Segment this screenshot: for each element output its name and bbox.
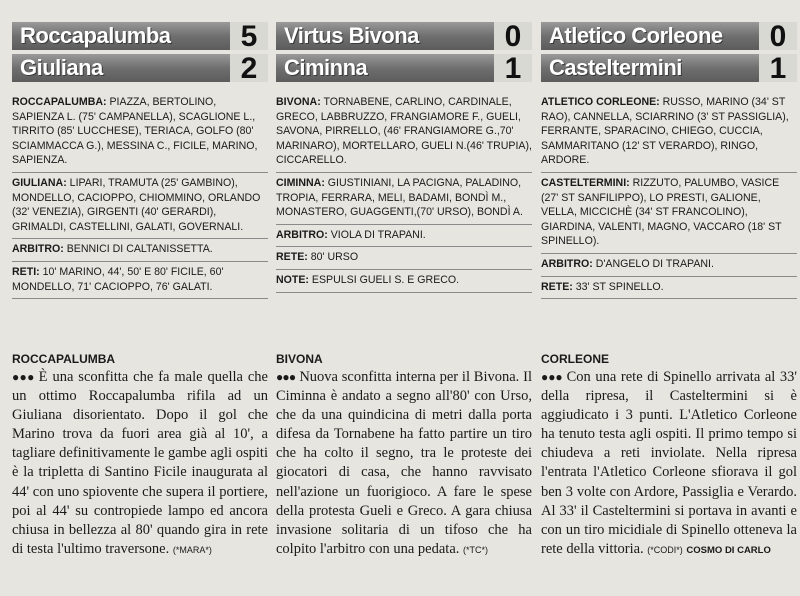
match-details	[12, 92, 268, 299]
referee: ARBITRO: D'ANGELO DI TRAPANI.	[541, 254, 797, 277]
lineup-away: CASTELTERMINI: RIZZUTO, PALUMBO, VASICE (27' ST SANFILIPPO), LO PRESTI, GALIONE, VELLA, MICCICHÈ (34' ST FRANCOLINO), GIARDINA, VALENTI, MAGNO, VACCARO (18' ST SPINELLO).	[541, 173, 797, 254]
referee: ARBITRO: VIOLA DI TRAPANI.	[276, 225, 532, 248]
home-team-name: Virtus Bivona	[284, 23, 419, 48]
home-score-row	[276, 20, 532, 53]
article-body: ●●● Con una rete di Spinello arrivata al 33' della ripresa, il Casteltermini si è aggiudicato i 3 punti. L'Atletico Corleone ha tenuto testa agli ospiti. Il primo tempo si chiudeva a reti inviolate. Nella ripresa l'entrata l'Atletico Corleone sfiorava il gol ben 3 volte con Ardore, Passiglia e Verardo. Al 33' il Casteltermini si portava in avanti e con un tiro micidiale di Spinello otteneva la rete della vittoria. (*CODI*) COSMO DI CARLO	[541, 369, 797, 557]
match-article	[276, 352, 532, 560]
lineup-away: GIULIANA: LIPARI, TRAMUTA (25' GAMBINO), MONDELLO, CACIOPPO, CHIOMMINO, ORLANDO (32' VENEZIA), GIRGENTI (40' GERARDI), GRIMALDI, CASTELLINI, GALATI, GOVERNALI.	[12, 173, 268, 239]
home-team-score: 0	[759, 22, 797, 50]
away-team-name: Ciminna	[284, 55, 368, 80]
match-column-2	[276, 0, 532, 596]
home-team-name: Atletico Corleone	[549, 23, 723, 48]
away-team-name: Giuliana	[20, 55, 103, 80]
away-team-name: Casteltermini	[549, 55, 682, 80]
match-column-1	[12, 0, 268, 596]
article-body: ●●● È una sconfitta che fa male quella che un ottimo Roccapalumba rifila ad un Giuliana disorientato. Dopo il gol che Marino trova da fuori area già al 10', a tagliare definitivamente le gambe agli ospiti è la tripletta di Santino Ficile inaugurata al 44' con uno spiovente che supera il portiere, poi al 44' su contropiede lampo ed ancora chiusa in bellezza al 80' quando gira in rete di testa l'ultimo traversone. (*MARA*)	[12, 369, 268, 557]
lineup-home: ROCCAPALUMBA: PIAZZA, BERTOLINO, SAPIENZA L. (75' CAMPANELLA), SCAGLIONE L., TIRRITO (85' LUCCHESE), TERIACA, GOLFO (80' SCIAMMACCA G.), MESSINA C., FICILE, MARINO, SAPIENZA.	[12, 92, 268, 173]
lineup-home: BIVONA: TORNABENE, CARLINO, CARDINALE, GRECO, LABBRUZZO, FRANGIAMORE F., GUELI, SAVONA, PIRRELLO, (46' FRANGIAMORE G.,70' MARINARO), MORTELLARO, GUELI N.(46' TRUPIA), CICCARELLO.	[276, 92, 532, 173]
article-signature: (*MARA*)	[172, 544, 212, 555]
away-score-row	[276, 52, 532, 85]
goals: RETI: 10' MARINO, 44', 50' E 80' FICILE, 60' MONDELLO, 71' CACIOPPO, 76' GALATI.	[12, 262, 268, 299]
notes: NOTE: ESPULSI GUELI S. E GRECO.	[276, 270, 532, 293]
match-article	[541, 352, 797, 560]
article-kicker: ROCCAPALUMBA	[12, 352, 116, 366]
match-details	[276, 92, 532, 293]
home-team-score: 0	[494, 22, 532, 50]
away-score-row	[541, 52, 797, 85]
bullet-dots-icon: ●●●	[12, 370, 35, 384]
home-score-row	[12, 20, 268, 53]
away-score-row	[12, 52, 268, 85]
bullet-dots-icon: ●●●	[276, 370, 296, 384]
goals: RETE: 33' ST SPINELLO.	[541, 277, 797, 300]
referee: ARBITRO: BENNICI DI CALTANISSETTA.	[12, 239, 268, 262]
article-author: COSMO DI CARLO	[686, 544, 771, 556]
match-details	[541, 92, 797, 299]
match-column-3	[541, 0, 797, 596]
article-signature: (*TC*)	[463, 544, 489, 555]
home-team-name: Roccapalumba	[20, 23, 171, 48]
lineup-away: CIMINNA: GIUSTINIANI, LA PACIGNA, PALADINO, TROPIA, FERRARA, MELI, BADAMI, BONDÌ M., MONASTERO, GUAGGENTI,(70' URSO), BONDÌ A.	[276, 173, 532, 225]
article-kicker: BIVONA	[276, 352, 323, 366]
away-team-score: 1	[759, 54, 797, 82]
article-signature: (*CODI*)	[647, 544, 683, 555]
away-team-score: 2	[230, 54, 268, 82]
article-body: ●●● Nuova sconfitta interna per il Bivona. Il Ciminna è andato a segno all'80' con Urso, che da una quindicina di metri dalla porta difesa da Tornabene ha fatto partire un tiro che ha colto il segno, tra le proteste dei giocatori di casa, che hanno ravvisato nell'azione un fuorigioco. A fare le spese della protesta Gueli e Greco. A gara chiusa invasione solitaria di un tifoso che ha colpito l'arbitro con una pedata. (*TC*)	[276, 369, 532, 557]
match-article	[12, 352, 268, 560]
home-score-row	[541, 20, 797, 53]
bullet-dots-icon: ●●●	[541, 370, 563, 384]
goals: RETE: 80' URSO	[276, 247, 532, 270]
home-team-score: 5	[230, 22, 268, 50]
lineup-home: ATLETICO CORLEONE: RUSSO, MARINO (34' ST RAO), CANNELLA, SCIARRINO (3' ST PASSIGLIA), FERRANTE, SPARACINO, CHIEGO, CUCCIA, SAMMARITANO (12' ST VERARDO), RINGO, ARDORE.	[541, 92, 797, 173]
article-kicker: CORLEONE	[541, 352, 610, 366]
away-team-score: 1	[494, 54, 532, 82]
